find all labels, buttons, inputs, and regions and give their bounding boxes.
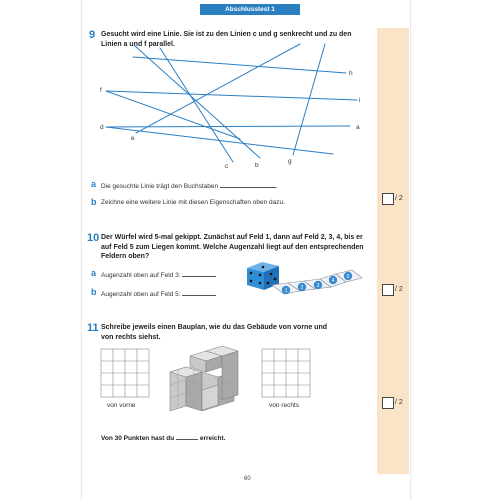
question-10-line-1: Der Würfel wird 5-mal gekippt. Zunächst auf Feld 1, dann auf Feld 2, 3, 4, bis er: [101, 234, 363, 241]
label-a: a: [356, 124, 360, 131]
label-i: i: [359, 97, 361, 104]
score-label-10: / 2: [395, 286, 403, 293]
score-box-11[interactable]: [382, 397, 394, 409]
points-blank[interactable]: [176, 433, 198, 440]
question-10-line-2: auf Feld 5 zum Liegen kommt. Welche Augenzahl liegt auf den entsprechenden: [101, 243, 364, 251]
line-h: [133, 57, 346, 73]
line-e: [136, 44, 300, 133]
page-title: Abschlusstest 1: [200, 4, 300, 15]
page-number: 60: [244, 476, 251, 482]
score-box-9[interactable]: [382, 193, 394, 205]
item-10b-letter: b: [91, 287, 97, 297]
building-illustration: [170, 346, 238, 411]
question-number-9: 9: [89, 29, 96, 41]
question-number-10: 10: [87, 232, 100, 244]
item-10b-text: Augenzahl oben auf Feld 5:: [101, 291, 181, 298]
question-11-text: [101, 323, 327, 342]
label-g: g: [288, 158, 292, 165]
item-9a-text: Die gesuchte Linie trägt den Buchstaben: [101, 183, 219, 190]
score-label-11: / 2: [395, 399, 403, 406]
question-number-11: 11: [87, 322, 99, 334]
question-11-line-2: von rechts siehst.: [101, 333, 161, 341]
item-9b-letter: b: [91, 197, 97, 207]
label-f: f: [100, 87, 102, 94]
field-4-label: 4: [331, 278, 335, 284]
answer-9a-blank[interactable]: [220, 181, 276, 188]
question-9-line-2: Linien a und f parallel.: [101, 40, 175, 48]
points-summary: [101, 433, 225, 442]
line-a: [106, 126, 350, 127]
caption-right: von rechts: [269, 402, 299, 409]
caption-front: von vorne: [107, 402, 136, 409]
item-10b: [101, 289, 216, 298]
item-9a-letter: a: [91, 179, 97, 189]
field-5-label: 5: [346, 274, 350, 280]
points-suffix: erreicht.: [199, 435, 226, 442]
question-9-line-1: Gesucht wird eine Linie. Sie ist zu den Linien c und g senkrecht und zu den: [101, 31, 352, 38]
item-10a: [101, 270, 216, 279]
line-i: [106, 91, 357, 100]
field-2-label: 2: [300, 285, 304, 291]
item-9b-text: Zeichne eine weitere Linie mit diesen Eigenschaften oben dazu.: [101, 199, 285, 206]
grid-right[interactable]: [262, 349, 310, 397]
line-c: [160, 48, 233, 162]
question-10-line-3: Feldern oben?: [101, 253, 150, 260]
label-h: h: [349, 70, 353, 77]
item-10a-text: Augenzahl oben auf Feld 3:: [101, 272, 181, 279]
line-f: [106, 91, 240, 139]
points-prefix: Von 30 Punkten hast du: [101, 435, 175, 442]
label-d: d: [100, 124, 104, 131]
question-10-text: [101, 233, 364, 262]
grid-front[interactable]: [101, 349, 149, 397]
item-9a-end: .: [275, 183, 278, 190]
label-b: b: [255, 162, 259, 169]
score-box-10[interactable]: [382, 284, 394, 296]
answer-10b-blank[interactable]: [182, 289, 216, 296]
score-label-9: / 2: [395, 195, 403, 202]
line-b: [135, 46, 260, 158]
answer-10a-blank[interactable]: [182, 270, 216, 277]
field-3-label: 3: [316, 283, 320, 289]
question-11-line-1: Schreibe jeweils einen Bauplan, wie du das Gebäude von vorne und: [101, 324, 327, 331]
label-e: e: [131, 135, 135, 142]
label-c: c: [225, 163, 229, 170]
line-d: [106, 127, 333, 154]
line-g: [293, 44, 325, 155]
item-9a: [101, 181, 278, 190]
field-1-label: 1: [284, 288, 288, 294]
item-10a-letter: a: [91, 268, 97, 278]
